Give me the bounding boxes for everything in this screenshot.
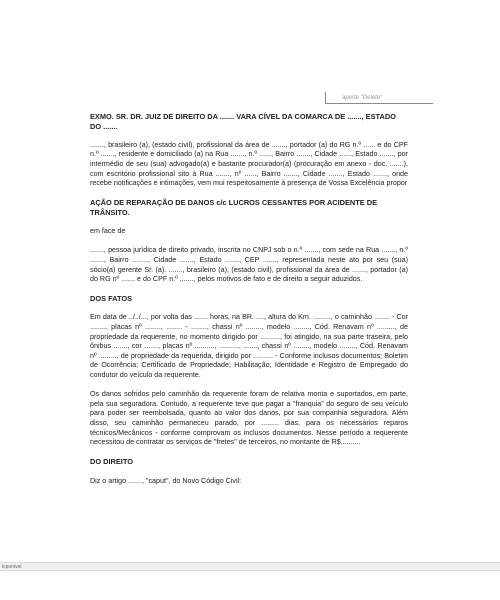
law-heading: DO DIREITO (90, 457, 133, 467)
law-paragraph-1: Diz o artigo ......., "caput", do Novo Código Civil: (90, 476, 242, 485)
status-bar (0, 562, 500, 571)
delete-hint-box (325, 92, 433, 104)
facts-paragraph-1: Em data de ../../..., por volta das ....... horas, na BR. ...., altura do Km. ........., o caminhão ........ - Cor ........, placas nº ........, ........ - ........, chassi nº ........, modelo ........, Cód. Renavam nº ........., de propriedade da requerente, no momento dirigido por .........., foi atingido, na sua parte traseira, pelo ônibus ......., cor ......., placas nº .........., .........., ......., chassi nº ........, modelo ........, Cód. Renavam nº ........., de propriedade da requerida, dirigido por .......... - Conforme inclusos documentos; Boletim de Ocorrência; Certificado de Propriedade; Habilitação; Identidade e Registro de Empregado do condutor do veículo da requerente. (90, 313, 408, 380)
action-title-heading: AÇÃO DE REPARAÇÃO DE DANOS c/c LUCROS CESSANTES POR ACIDENTE DE TRÂNSITO. (90, 198, 378, 217)
petition-document (90, 112, 408, 486)
facts-paragraph-2: Os danos sofridos pelo caminhão da requerente foram de relativa monta e suportados, em parte, pela sua seguradora. Contudo, a requerente teve que pagar a "franquia" do seguro de seu veículo para poder ser reembolsada, quanto ao valor dos danos, por sua companhia seguradora. Além disso, seu caminhão permaneceu parado, por ......... dias, para os necessários reparos técnicos/Mecânicos - conforme comprovam os inclusos documentos. Nesse período a requerente necessitou de contratar os serviços de "fretes" de terceiros, no montante de R$.......... (90, 390, 408, 447)
facts-heading: DOS FATOS (90, 294, 133, 304)
court-address-heading: EXMO. SR. DR. JUIZ DE DIREITO DA ....... VARA CÍVEL DA COMARCA DE ......., ESTADO DO ....... (90, 112, 396, 131)
defendant-qualification-paragraph: ......., pessoa jurídica de direito privado, inscrita no CNPJ sob o n.º ......., com sede na Rua ......., n.º ......., Bairro ........, Cidade ......., Estado ......., CEP ......., representada neste ato por seu (sua) sócio(a) gerente Sr. (a). ......., brasileiro (a), (estado civil), profissional da área de ......., portador (a) do RG nº ....... e do CPF n.º ......., pelos motivos de fato e de direito a seguir aduzidos. (90, 246, 408, 284)
against-line: em face de (90, 227, 126, 236)
plaintiff-qualification-paragraph: ......., brasileiro (a), (estado civil), profissional da área de ......., portador (a) do RG n.º ...... e do CPF n.º ......., residente e domiciliado (a) na Rua ......., n.º ......, Bairro ......., Cidade ......, Estado ......., por intermédio de seu (sua) advogado(a) e bastante procurador(a) (procuração em anexo - doc. .......), com escritório profissional sito à Rua ......., nº ......, Bairro ......., Cidade ......., Estado ......., onde recebe notificações e intimações, vem mui respeitosamente à presença de Vossa Excelência propor (90, 140, 408, 188)
delete-hint-text: aperte "Delete" (342, 95, 383, 101)
status-bar-text: icponivel (2, 564, 22, 570)
